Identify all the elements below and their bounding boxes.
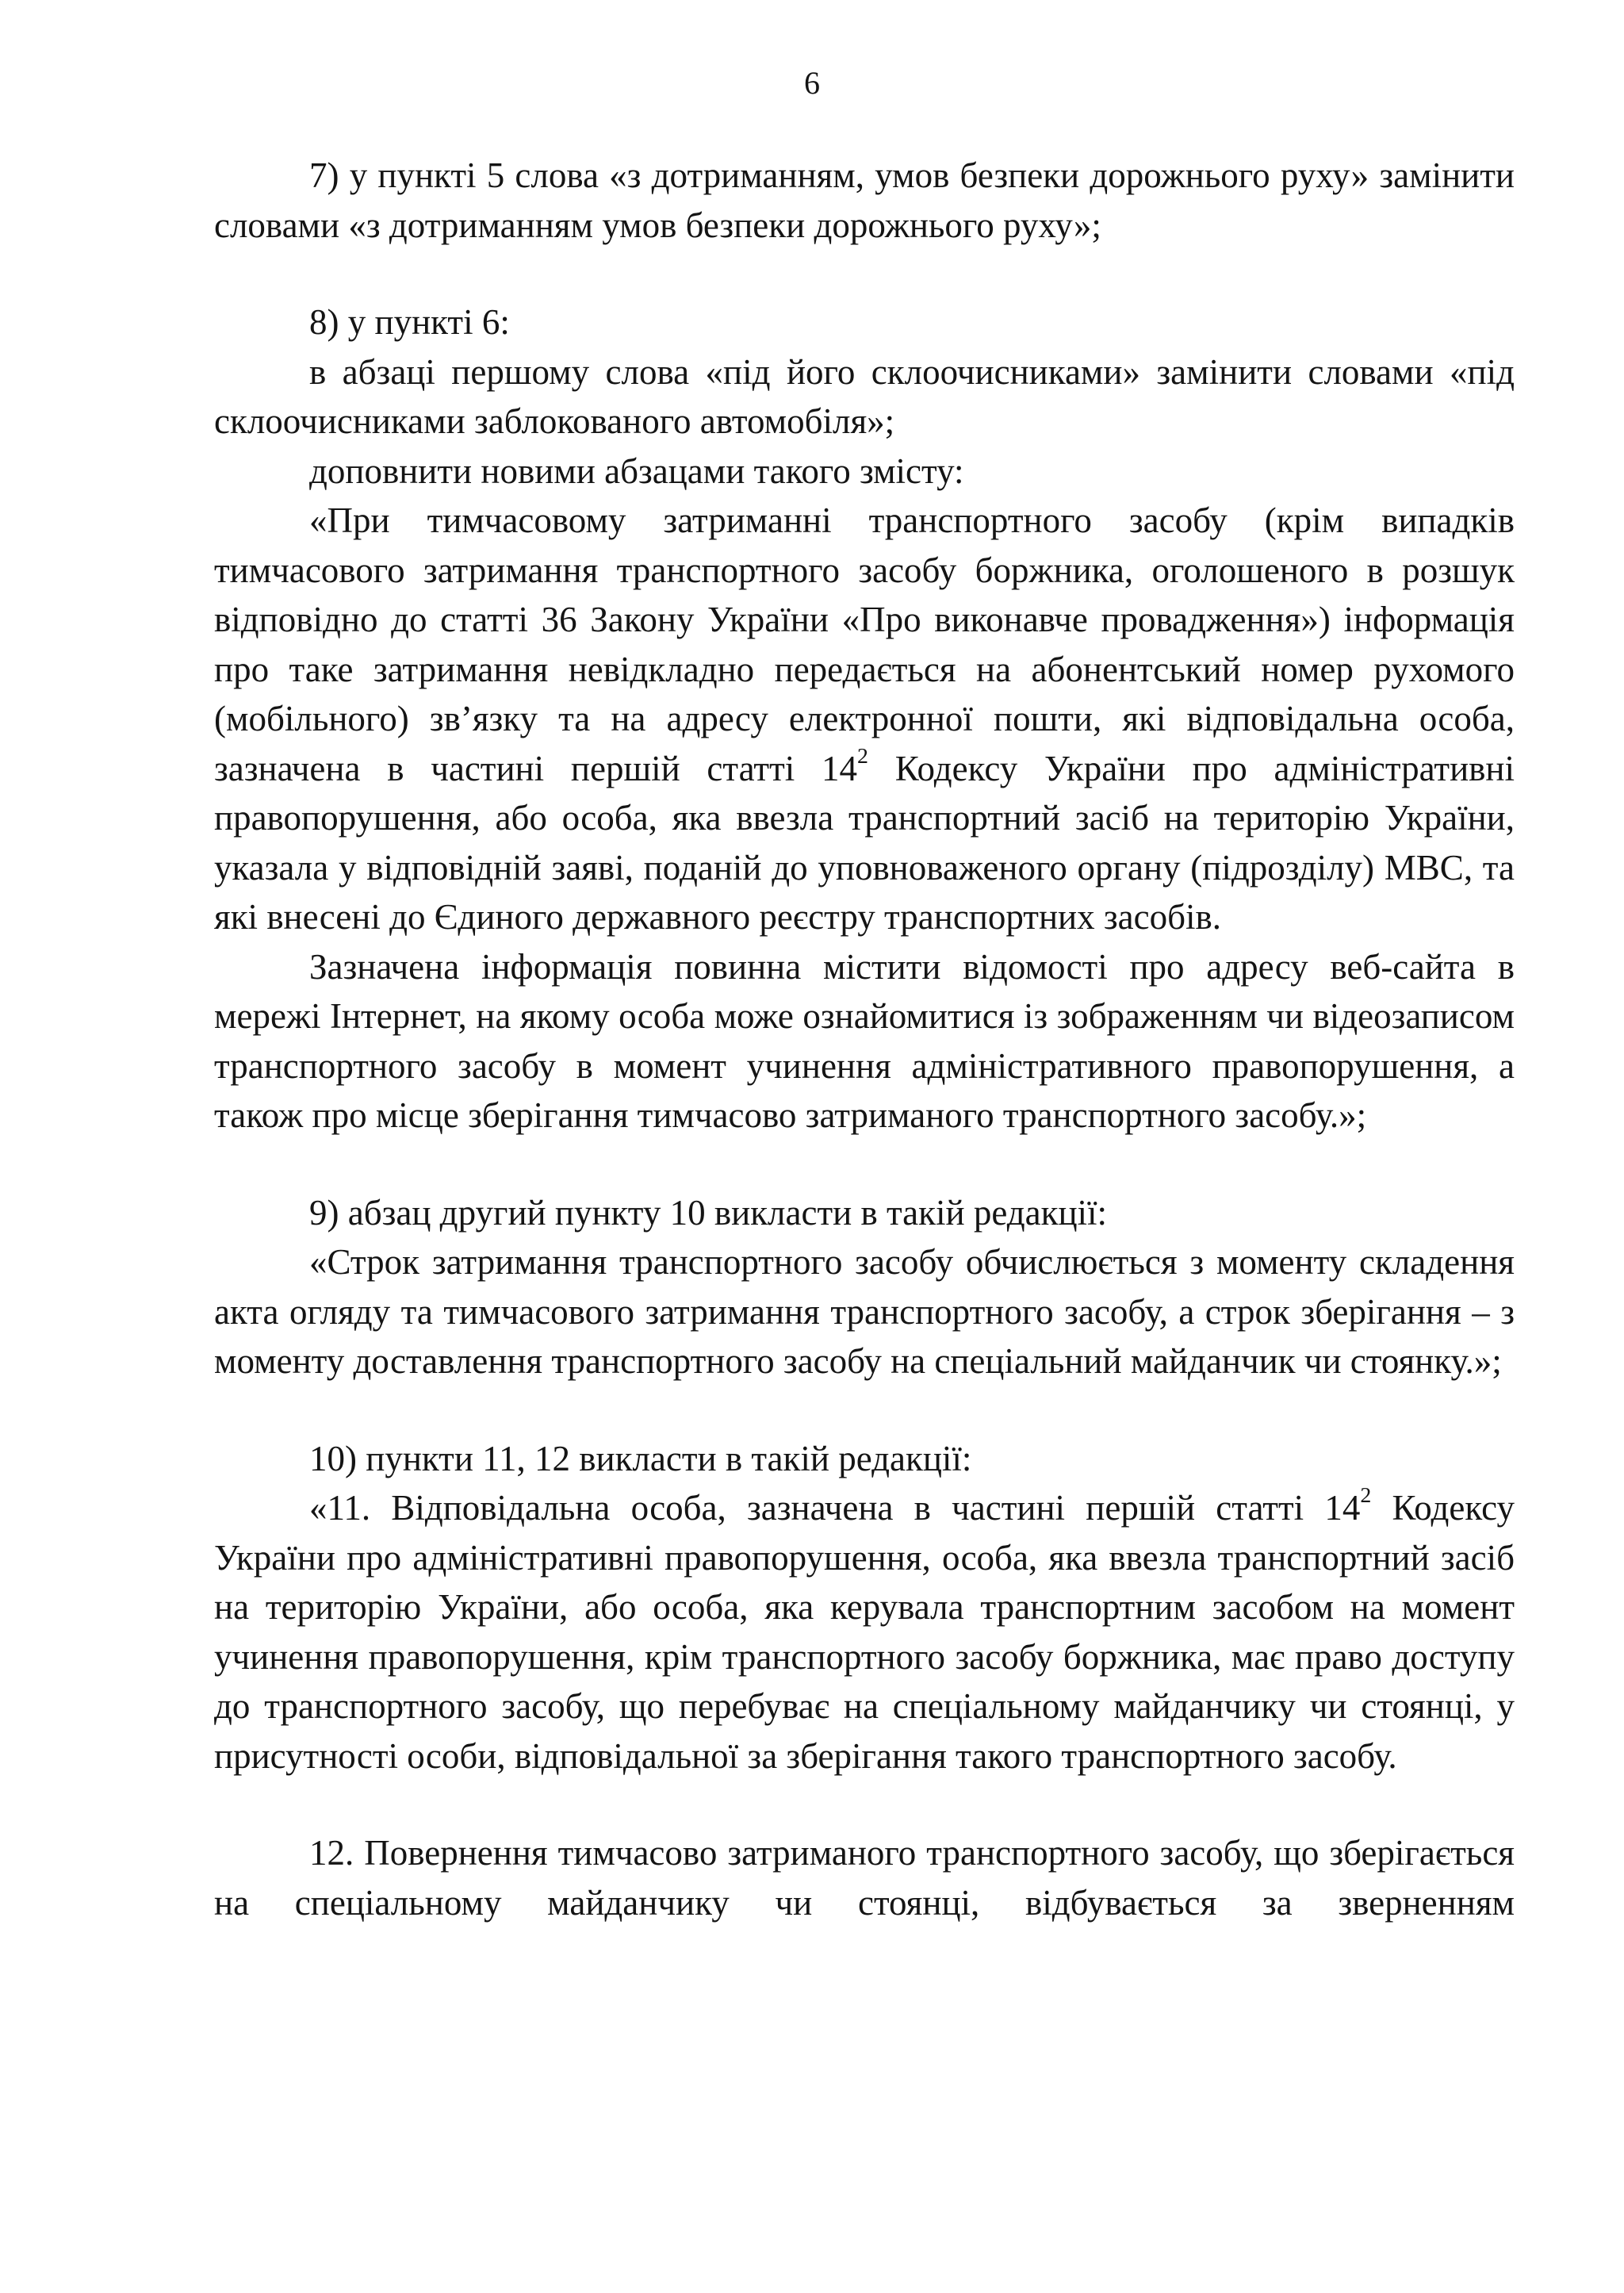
- item-8-heading: 8) у пункті 6:: [309, 302, 510, 342]
- item-9-heading: 9) абзац другий пункту 10 викласти в такій редакції:: [309, 1192, 1108, 1233]
- item-10-paragraph-1: [214, 1483, 1515, 1781]
- item-9-paragraph-1: «Строк затримання транспортного засобу обчислюється з моменту складення акта огляду та тимчасового затримання транспортного засобу, а строк зберігання – з моменту доставлення транспортного засобу на спеціальний майданчик чи стоянку.»;: [214, 1242, 1515, 1381]
- item-10-paragraph-1-text-end: Кодексу України про адміністративні правопорушення, особа, яка ввезла транспортний засіб на територію України, або особа, яка керувала транспортним засобом на момент учинення правопорушення, крім транспортного засобу боржника, має право доступу до транспортного засобу, що перебуває на спеціальному майданчику чи стоянці, у присутності особи, відповідальної за зберігання такого транспортного засобу.: [214, 1488, 1515, 1776]
- item-10-paragraph-1-text-start: «11. Відповідальна особа, зазначена в частині першій статті 14: [309, 1488, 1361, 1528]
- item-8-paragraph-4: Зазначена інформація повинна містити відомості про адресу веб-сайта в мережі Інтернет, на якому особа може ознайомитися із зображенням чи відеозаписом транспортного засобу в момент учинення адміністративного правопорушення, а також про місце зберігання тимчасово затриманого транспортного засобу.»;: [214, 946, 1515, 1135]
- item-10-heading: 10) пункти 11, 12 викласти в такій редакції:: [309, 1438, 972, 1478]
- item-7-paragraph: 7) у пункті 5 слова «з дотриманням, умов безпеки дорожнього руху» замінити словами «з дотриманням умов безпеки дорожнього руху»;: [214, 155, 1515, 245]
- item-10-paragraph-2: 12. Повернення тимчасово затриманого транспортного засобу, що зберігається на спеціальному майданчику чи стоянці, відбувається за зверненням: [214, 1833, 1515, 1923]
- item-8-paragraph-1: в абзаці першому слова «під його склоочисниками» замінити словами «під склоочисниками заблокованого автомобіля»;: [214, 351, 1515, 441]
- document-body: [214, 151, 1515, 1927]
- item-8-paragraph-3-text-end: Кодексу України про адміністративні правопорушення, або особа, яка ввезла транспортний засіб на територію України, указала у відповідній заяві, поданій до уповноваженого органу (підрозділу) МВС, та які внесені до Єдиного державного реєстру транспортних засобів.: [214, 748, 1515, 937]
- item-8-superscript: 2: [857, 743, 868, 769]
- page-number: 6: [804, 65, 820, 101]
- item-8-paragraph-3-text-start: «При тимчасовому затриманні транспортного засобу (крім випадків тимчасового затримання транспортного засобу боржника, оголошеного в розшук відповідно до статті 36 Закону України «Про виконавче провадження») інформація про таке затримання невідкладно передається на абонентський номер рухомого (мобільного) зв’язку та на адресу електронної пошти, які відповідальна особа, зазначена в частині першій статті 14: [214, 500, 1515, 788]
- item-8-paragraph-3: [214, 496, 1515, 942]
- item-10-superscript: 2: [1360, 1483, 1372, 1509]
- item-8-paragraph-2: доповнити новими абзацами такого змісту:: [309, 451, 964, 491]
